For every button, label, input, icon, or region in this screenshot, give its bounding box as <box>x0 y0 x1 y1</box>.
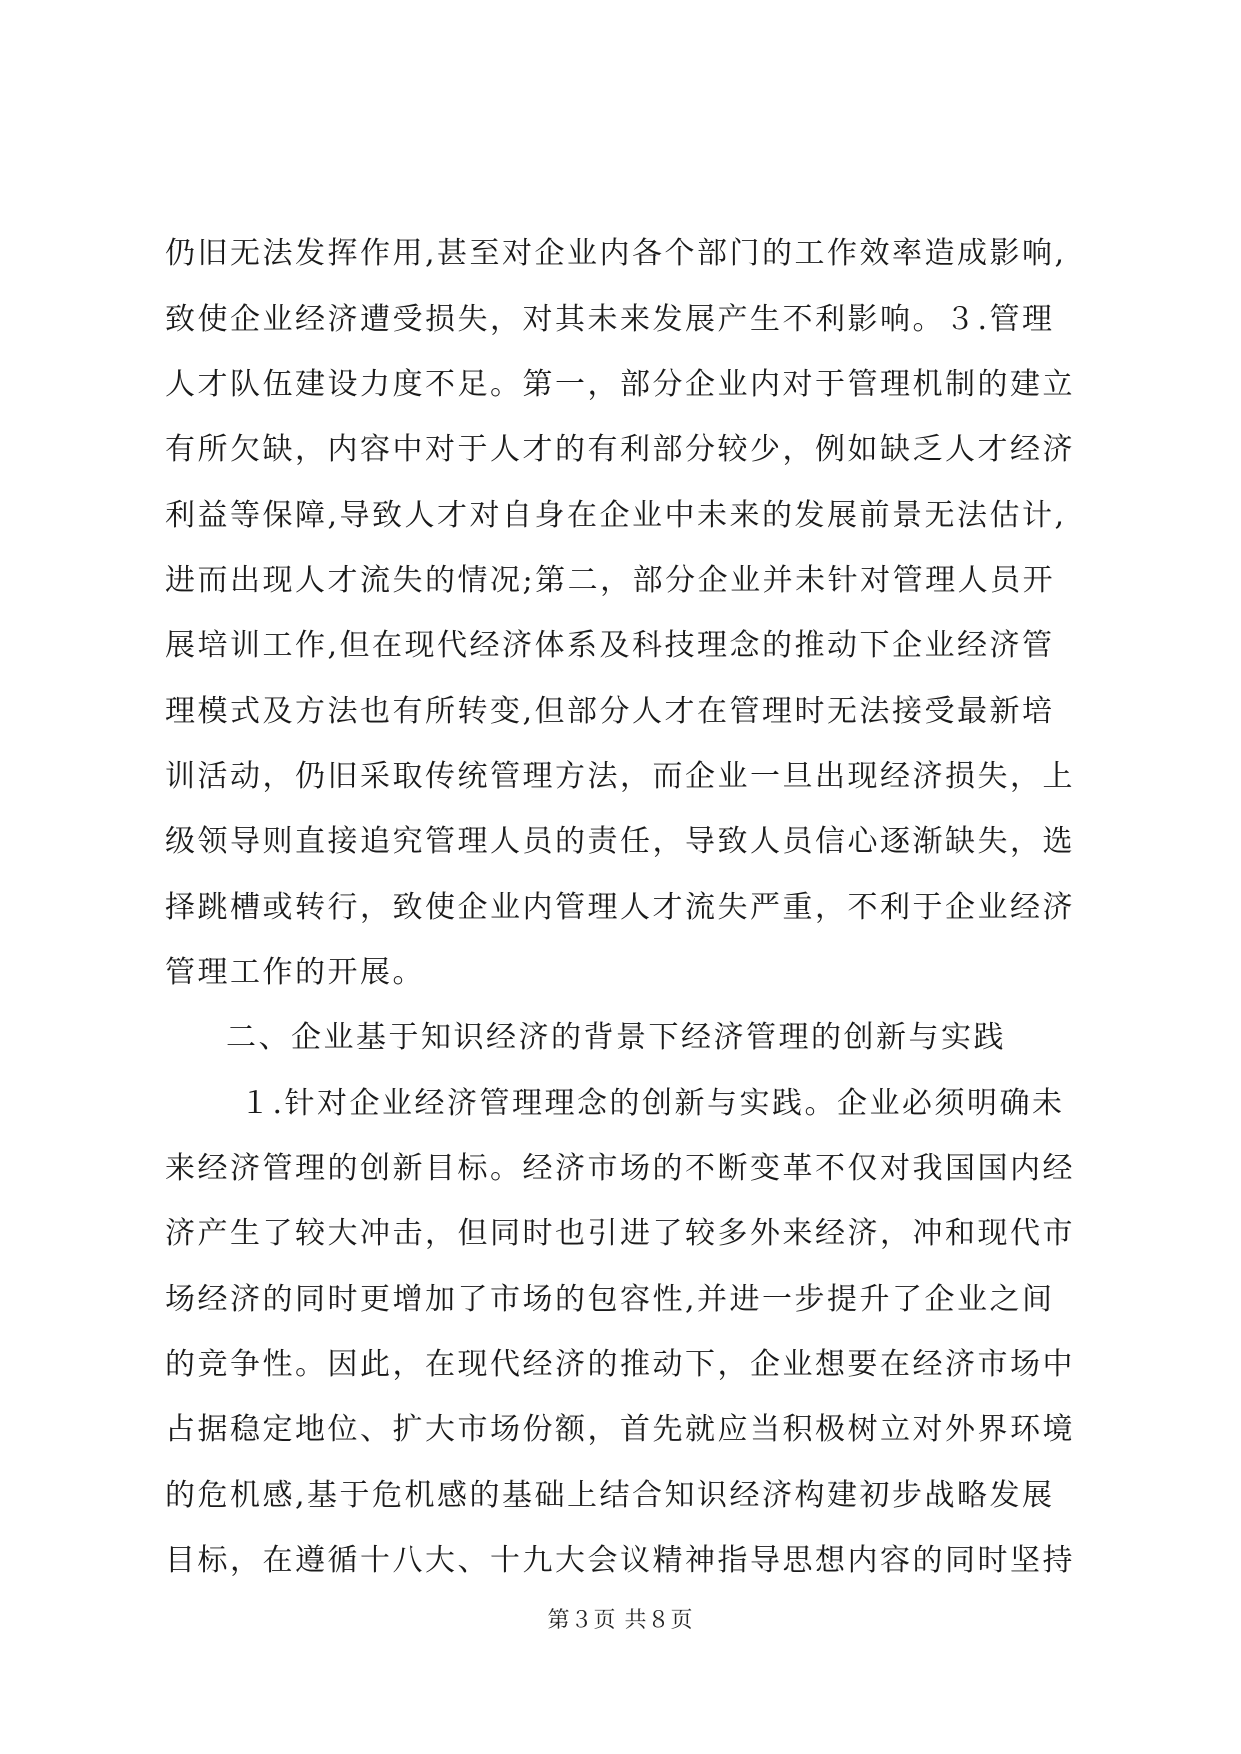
body-line-18: 的竞争性。因此，在现代经济的推动下，企业想要在经济市场中 <box>165 1347 1075 1382</box>
section-heading: 二、企业基于知识经济的背景下经济管理的创新与实践 <box>226 1020 1006 1055</box>
body-line-3: 人才队伍建设力度不足。第一，部分企业内对于管理机制的建立 <box>165 367 1075 402</box>
body-line-7: 展培训工作,但在现代经济体系及科技理念的推动下企业经济管 <box>165 628 1055 663</box>
page-footer: 第３页 共８页 <box>547 1608 694 1633</box>
body-line-6: 进而出现人才流失的情况;第二，部分企业并未针对管理人员开 <box>165 563 1056 598</box>
body-line-12: 管理工作的开展。 <box>165 955 425 990</box>
body-line-1: 仍旧无法发挥作用,甚至对企业内各个部门的工作效率造成影响, <box>165 236 1067 271</box>
body-line-5: 利益等保障,导致人才对自身在企业中未来的发展前景无法估计, <box>165 498 1067 533</box>
body-line-10: 级领导则直接追究管理人员的责任，导致人员信心逐渐缺失，选 <box>165 824 1075 859</box>
body-line-14: １.针对企业经济管理理念的创新与实践。企业必须明确未 <box>240 1086 1065 1121</box>
body-line-15: 来经济管理的创新目标。经济市场的不断变革不仅对我国国内经 <box>165 1151 1075 1186</box>
body-line-2: 致使企业经济遭受损失，对其未来发展产生不利影响。３.管理 <box>165 302 1055 337</box>
body-line-21: 目标，在遵循十八大、十九大会议精神指导思想内容的同时坚持 <box>165 1543 1075 1578</box>
body-line-19: 占据稳定地位、扩大市场份额，首先就应当积极树立对外界环境 <box>165 1412 1075 1447</box>
body-line-16: 济产生了较大冲击，但同时也引进了较多外来经济，冲和现代市 <box>165 1216 1075 1251</box>
body-line-11: 择跳槽或转行，致使企业内管理人才流失严重，不利于企业经济 <box>165 890 1075 925</box>
body-line-20: 的危机感,基于危机感的基础上结合知识经济构建初步战略发展 <box>165 1478 1055 1513</box>
body-line-17: 场经济的同时更增加了市场的包容性,并进一步提升了企业之间 <box>165 1282 1055 1317</box>
body-line-4: 有所欠缺，内容中对于人才的有利部分较少，例如缺乏人才经济 <box>165 432 1075 467</box>
body-line-9: 训活动，仍旧采取传统管理方法，而企业一旦出现经济损失，上 <box>165 759 1075 794</box>
body-line-8: 理模式及方法也有所转变,但部分人才在管理时无法接受最新培 <box>165 694 1055 729</box>
